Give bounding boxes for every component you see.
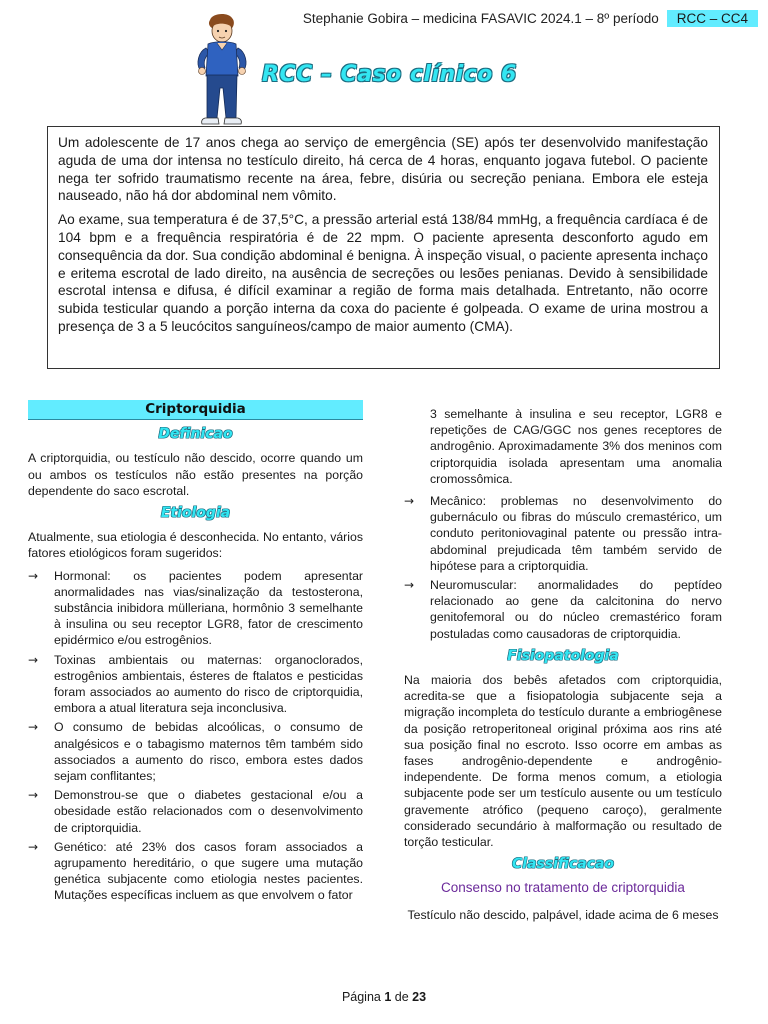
list-item-text: Hormonal: os pacientes podem apresentar anormalidades nas vias/sinalização da testosterona, substância inibidora mülleriana, hormônio 3 semelhante à insulina ou seu receptor LGR8, fator de crescimento epidérmico e/ou estrogênios. [54,568,363,648]
cartoon-boy-illustration [186,12,256,134]
header-text: Stephanie Gobira – medicina FASAVIC 2024.1 – 8º período [302,11,659,26]
arrow-icon: → [28,652,39,667]
definicao-text: A criptorquidia, ou testículo não descido, ocorre quando um ou ambos os testículos não estão presentes na porção dependente do saco escrotal. [28,451,363,498]
page-footer [0,990,768,1004]
page-title: RCC – Caso clínico 6 [262,62,517,87]
right-column [404,402,722,923]
subheading-definicao: Definicao [158,426,233,443]
list-item [404,577,722,642]
list-item [28,719,363,784]
list-item [404,493,722,574]
list-item-text: Demonstrou-se que o diabetes gestacional e/ou a obesidade estão relacionados com o desenvolvimento de criptorquidia. [54,788,363,835]
list-item [28,652,363,717]
classification-line: Testículo não descido, palpável, idade acima de 6 meses [407,907,719,922]
page-header [303,10,758,27]
footer-total-pages: 23 [412,990,427,1004]
case-paragraph: Ao exame, sua temperatura é de 37,5°C, a pressão arterial está 138/84 mmHg, a frequência cardíaca é de 104 bpm e a frequência respiratória é de 22 mpm. O paciente apresenta desconforto agudo em consequência da dor. Sua condição abdominal é benigna. À inspeção visual, o paciente apresenta inchaço e eritema escrotal de lado direito, na ausência de secreções ou lesões penianas. Devido à sensibilidade escrotal intensa e difusa, é difícil examinar a região de forma mais detalhada. Entretanto, não ocorre subida testicular quando a porção interna da coxa do paciente é golpeada. O exame de urina mostrou a presença de 3 a 5 leucócitos sanguíneos/campo de maior aumento (CMA). [58,212,708,334]
footer-prefix: Página [341,990,385,1004]
arrow-icon: → [404,578,415,593]
footer-middle: de [391,990,413,1004]
arrow-icon: → [28,839,39,854]
subheading-fisiopatologia: Fisiopatologia [507,647,619,664]
left-column [28,400,363,907]
case-paragraph: Um adolescente de 17 anos chega ao serviço de emergência (SE) após ter desenvolvido manifestação aguda de uma dor intensa no testículo direito, há cerca de 4 horas, enquanto jogava futebol. O paciente nega ter sofrido traumatismo recente na área, febre, disúria ou secreção peniana. Embora ele esteja nauseado, não há dor abdominal nem vômito. [58,135,708,204]
etiology-list-continued [404,406,722,642]
fisiopatologia-text: Na maioria dos bebês afetados com criptorquidia, acredita-se que a fisiopatologia subjacente seja a migração incompleta do testículo durante a embriogênese da posição retroperitoneal original próxima aos rins até sua posição final no escroto. Isso ocorre em ambas as fases androgênio-dependente e androgênio-independente. De forma menos comum, a etiologia subjacente pode ser um testículo ausente ou um testículo gravemente atrófico (pequeno caroço), geralmente considerado secundário à malformação ou resultado de torção testicular. [404,673,722,850]
list-item [28,568,363,649]
list-item-text: Neuromuscular: anormalidades do peptídeo relacionado ao gene da calcitonina do nervo genitofemoral ou do núcleo cremastérico foram postuladas como causadoras de criptorquidia. [430,578,722,641]
consenso-heading: Consenso no tratamento de criptorquidia [441,880,685,896]
list-item-text: Genético: até 23% dos casos foram associados a agrupamento hereditário, o que sugere uma mutação genética subjacente como etiologia nestes pacientes. Mutações específicas incluem as que envolvem o fator [54,839,363,903]
list-item-text: O consumo de bebidas alcoólicas, o consumo de analgésicos e o tabagismo maternos têm também sido associados a aumento do risco, embora estes dados sejam conflitantes; [54,720,363,784]
arrow-icon: → [404,494,415,509]
arrow-icon: → [28,788,39,803]
arrow-icon: → [28,720,39,735]
arrow-icon: → [28,568,39,583]
list-item-text: Toxinas ambientais ou maternas: organoclorados, estrogênios ambientais, ésteres de ftalatos e pesticidas foram associados ao aumento do risco de criptorquidia, embora a atual literatura seja inconclusiva. [54,652,363,716]
clinical-case-box [47,126,720,369]
subheading-classificacao: Classificacao [511,856,615,873]
list-item [28,839,363,904]
header-tag: RCC – CC4 [667,10,758,27]
etiologia-intro: Atualmente, sua etiologia é desconhecida. No entanto, vários fatores etiológicos foram sugeridos: [28,530,363,561]
list-item-text: 3 semelhante à insulina e seu receptor, LGR8 e repetições de CAG/GGC nos genes receptores de androgênio. Aproximadamente 3% dos meninos com criptorquidia isolada apresentam uma anomalia cromossômica. [430,407,722,486]
subheading-etiologia: Etiologia [160,505,231,522]
section-heading-criptorquidia: Criptorquidia [28,400,363,420]
list-item-text: Mecânico: problemas no desenvolvimento do gubernáculo ou fibras do músculo cremastérico, um conduto peritoniovaginal patente ou pressão intra-abdominal prejudicada têm também servido de hipótese para a criptorquidia. [430,494,722,573]
list-item [28,787,363,836]
list-item-continuation [404,406,722,487]
footer-page-number: 1 [384,990,392,1004]
etiology-list [28,568,363,904]
